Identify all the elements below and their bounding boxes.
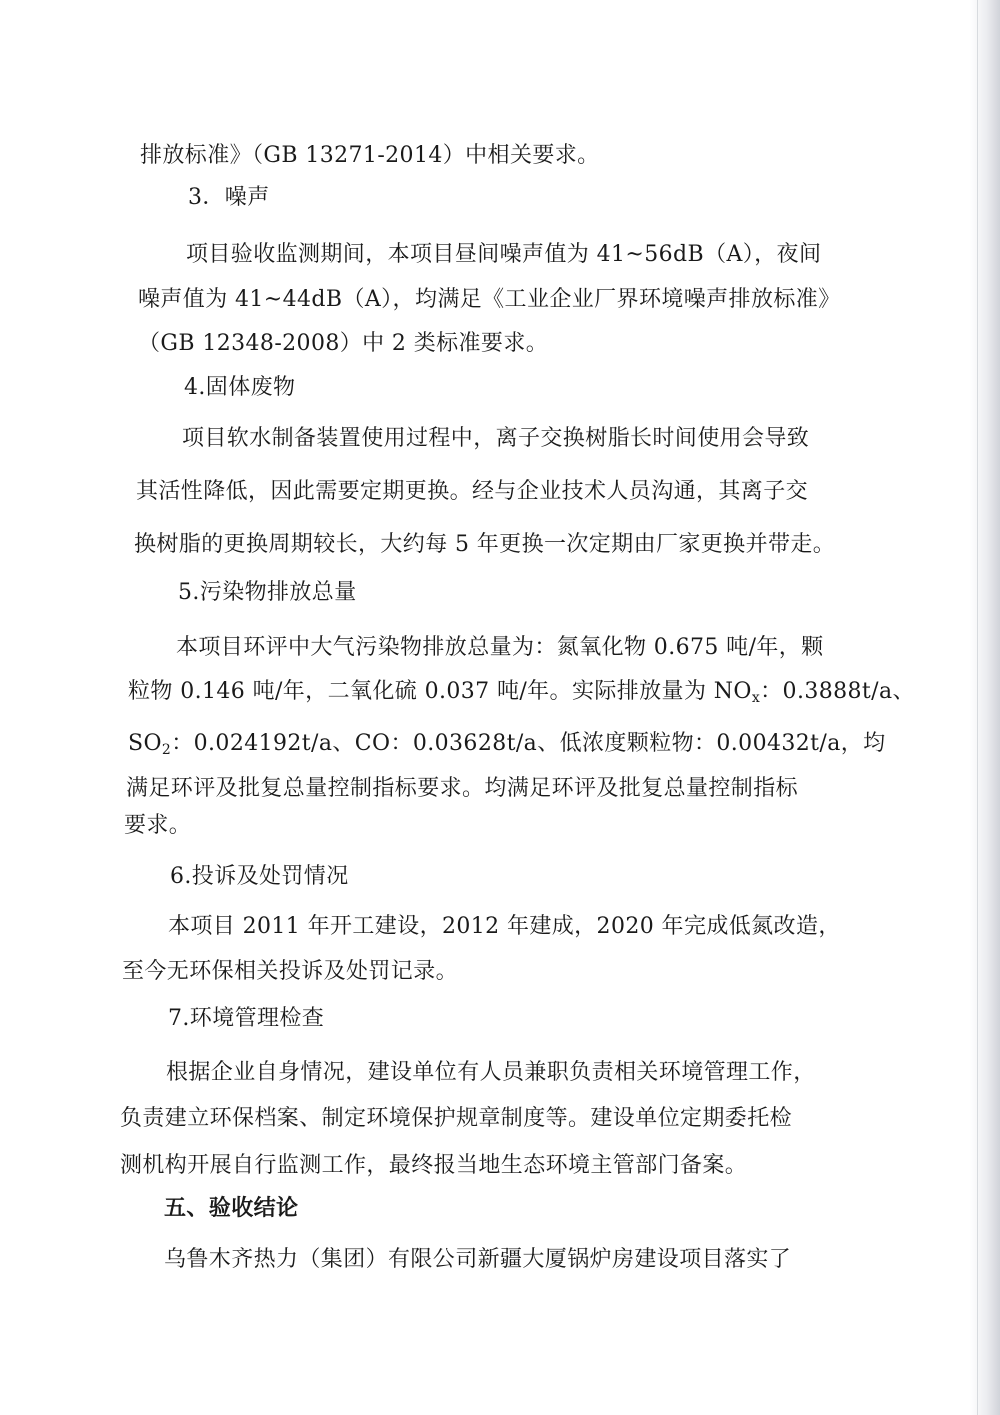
section-heading-env-management: 7.环境管理检查 [168, 1006, 325, 1031]
text-line-22: 测机构开展自行监测工作，最终报当地生态环境主管部门备案。 [120, 1153, 748, 1178]
section-heading-acceptance-conclusion: 五、验收结论 [164, 1195, 299, 1221]
text-line-12 [128, 677, 915, 707]
text-line-13 [128, 729, 886, 759]
text-line-13-part-b: ：0.024192t/a、CO：0.03628t/a、低浓度颗粒物：0.00432t/a，均 [171, 731, 886, 756]
text-line-24: 乌鲁木齐热力（集团）有限公司新疆大厦锅炉房建设项目落实了 [164, 1247, 792, 1272]
section-heading-noise: 3．噪声 [188, 185, 270, 210]
text-line-11: 本项目环评中大气污染物排放总量为：氮氧化物 0.675 吨/年，颗 [176, 635, 824, 660]
text-line-12-part-b: ：0.3888t/a、 [760, 679, 915, 704]
so2-subscript: 2 [161, 742, 172, 758]
text-line-7: 项目软水制备装置使用过程中，离子交换树脂长时间使用会导致 [182, 426, 810, 451]
text-line-15: 要求。 [124, 813, 192, 838]
section-heading-solid-waste: 4.固体废物 [184, 375, 296, 400]
section-heading-complaints: 6.投诉及处罚情况 [170, 864, 349, 889]
text-line-13-part-a: SO [128, 731, 162, 756]
text-line-3: 项目验收监测期间，本项目昼间噪声值为 41~56dB（A），夜间 [186, 242, 822, 267]
scan-edge-line [977, 0, 978, 1415]
text-line-8: 其活性降低，因此需要定期更换。经与企业技术人员沟通，其离子交 [136, 479, 809, 504]
text-line-12-part-a: 粒物 0.146 吨/年，二氧化硫 0.037 吨/年。实际排放量为 NO [128, 679, 752, 704]
text-line-4: 噪声值为 41~44dB（A），均满足《工业企业厂界环境噪声排放标准》 [138, 287, 841, 312]
text-line-18: 至今无环保相关投诉及处罚记录。 [122, 959, 459, 984]
text-line-5: （GB 12348-2008）中 2 类标准要求。 [138, 331, 549, 356]
text-line-9: 换树脂的更换周期较长，大约每 5 年更换一次定期由厂家更换并带走。 [134, 532, 836, 557]
text-line-14: 满足环评及批复总量控制指标要求。均满足环评及批复总量控制指标 [126, 776, 799, 801]
scan-edge-shadow [970, 0, 1000, 1415]
text-line-21: 负责建立环保档案、制定环境保护规章制度等。建设单位定期委托检 [120, 1106, 793, 1131]
text-line-1: 排放标准》（GB 13271-2014）中相关要求。 [140, 143, 600, 168]
section-heading-total-emissions: 5.污染物排放总量 [178, 580, 357, 605]
text-line-20: 根据企业自身情况，建设单位有人员兼职负责相关环境管理工作， [166, 1060, 816, 1085]
nox-subscript: x [751, 690, 761, 706]
text-line-17: 本项目 2011 年开工建设，2012 年建成，2020 年完成低氮改造， [168, 914, 841, 939]
